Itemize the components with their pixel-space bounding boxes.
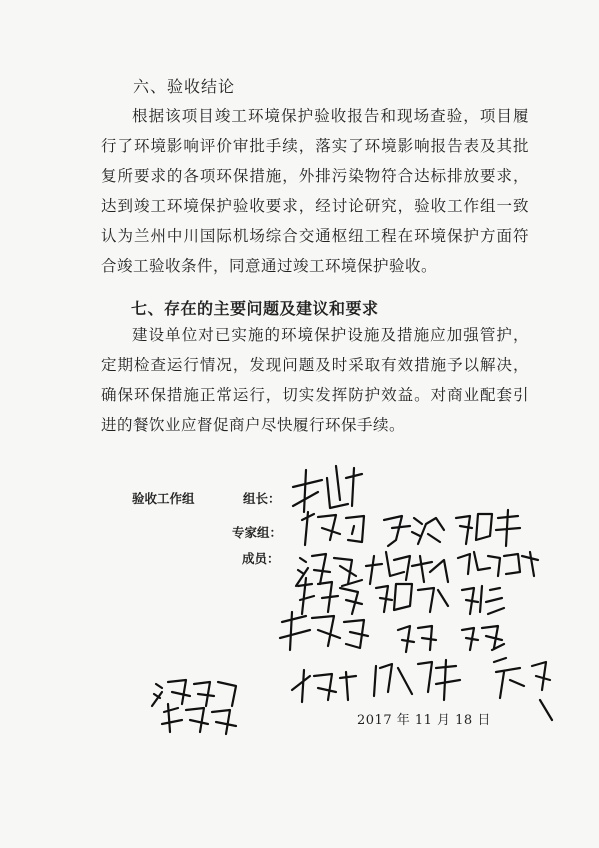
signature-leader bbox=[293, 466, 362, 512]
signature-expert-1 bbox=[302, 512, 364, 545]
expert-group-label: 专家组： bbox=[232, 525, 283, 540]
signing-date: 2017 年 11 月 18 日 bbox=[357, 713, 491, 728]
signature-member-12 bbox=[494, 658, 552, 720]
section-7-paragraph: 建设单位对已实施的环境保护设施及措施应加强管护，定期检查运行情况，发现问题及时采取有效措施予以解决，确保环保措施正常运行，切实发挥防护效益。对商业配套引进的餐饮业应督促商户尽快履行环保手续。 bbox=[101, 326, 529, 434]
leader-label: 组长： bbox=[243, 491, 281, 506]
signature-member-6 bbox=[462, 586, 504, 614]
members-label: 成员： bbox=[242, 551, 280, 566]
signature-member-3 bbox=[458, 552, 538, 576]
section-7-heading: 七、存在的主要问题及建议和要求 bbox=[131, 299, 379, 318]
acceptance-group-label: 验收工作组 bbox=[132, 491, 195, 506]
signature-member-7 bbox=[280, 612, 368, 650]
signature-bottom-left-1 bbox=[152, 680, 236, 706]
section-6-paragraph: 根据该项目竣工环境保护验收报告和现场查验，项目履行了环境影响评价审批手续，落实了环境影响报告表及其批复所要求的各项环保措施，外排污染物符合达标排放要求，达到竣工环境保护验收要求，经讨论研究，验收工作组一致认为兰州中川国际机场综合交通枢纽工程在环境保护方面符合竣工验收条件，同意通过竣工环境保护验收。 bbox=[101, 107, 529, 275]
signature-member-5 bbox=[376, 584, 448, 612]
signature-member-10 bbox=[292, 670, 356, 702]
section-6-heading: 六、验收结论 bbox=[133, 77, 236, 96]
signature-bottom-left-2 bbox=[162, 704, 236, 734]
signature-expert-2 bbox=[384, 516, 444, 546]
signature-member-9 bbox=[462, 626, 504, 650]
signature-member-8 bbox=[398, 626, 436, 652]
signature-member-2 bbox=[366, 552, 448, 584]
signature-member-11 bbox=[374, 660, 460, 700]
signature-expert-3 bbox=[456, 510, 520, 546]
